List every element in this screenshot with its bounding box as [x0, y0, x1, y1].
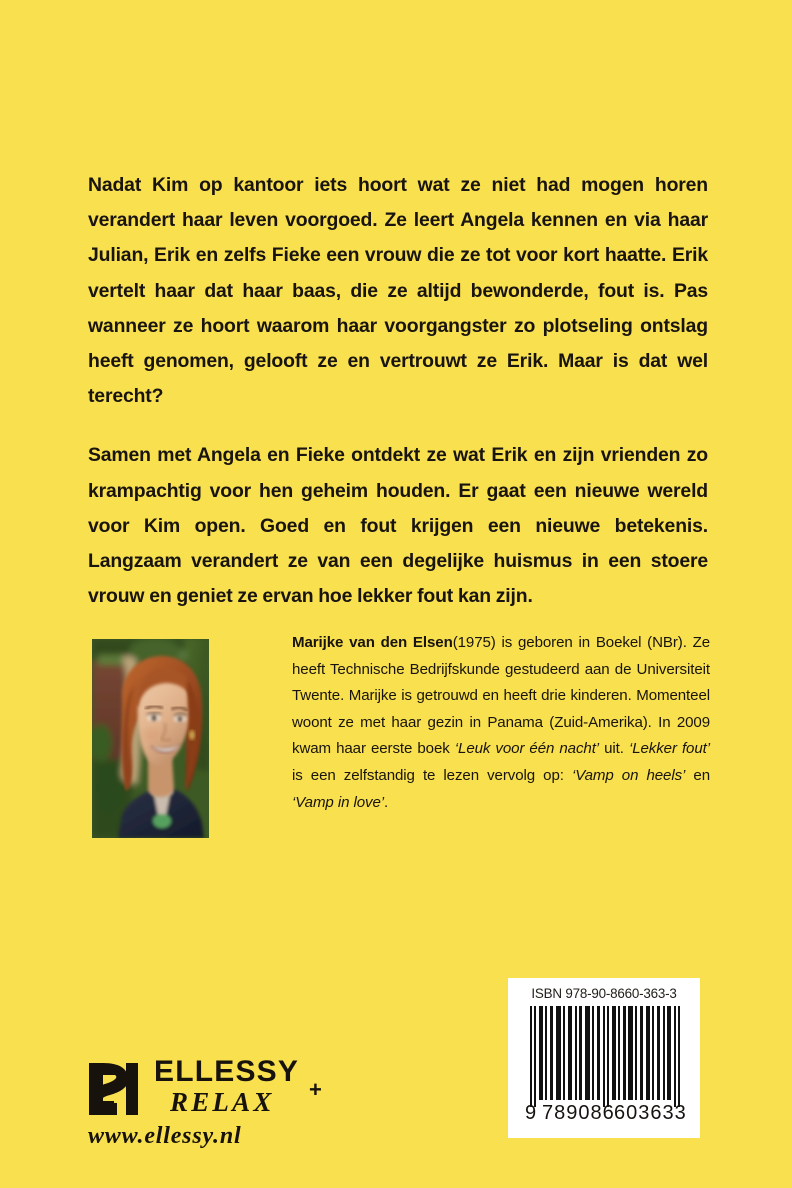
author-bio-part-4: en [685, 766, 710, 784]
barcode-right-group: 603633 [614, 1102, 687, 1124]
barcode-panel [508, 978, 700, 1138]
barcode-lead-digit: 9 [524, 1102, 538, 1124]
barcode-digits [520, 1102, 692, 1125]
blurb-paragraph-2: Samen met Angela en Fieke ontdekt ze wat Erik en zijn vrienden zo krampachtig voor hen geheim houden. Er gaat een nieuwe wereld voor Kim open. Goed en fout krijgen een nieuwe betekenis. Langzaam verandert ze van een degelijke huismus in een stoere vrouw en geniet ze ervan hoe lekker fout kan zijn. [88, 444, 708, 608]
author-birth-year: (1975) [452, 634, 496, 651]
author-photo [92, 639, 209, 838]
author-bio-part-3: is een zelfstandig te lezen vervolg op: [292, 766, 572, 784]
author-book-title-2: ‘Lekker fout’ [628, 740, 710, 758]
author-book-title-4: ‘Vamp in love’ [292, 793, 384, 811]
author-name: Marijke van den Elsen [292, 634, 453, 651]
barcode-left-group: 789086 [542, 1102, 615, 1124]
publisher-website: www.ellessy.nl [88, 1123, 242, 1149]
ellessy-monogram-icon [86, 1059, 148, 1117]
publisher-imprint: RELAX [170, 1087, 275, 1117]
publisher-plus-icon: + [309, 1077, 322, 1102]
blurb-paragraph-1: Nadat Kim op kantoor iets hoort wat ze niet had mogen horen verandert haar leven voorgoed. Ze leert Angela kennen en via haar Julian, Erik en zelfs Fieke een vrouw die ze tot voor kort haatte. Erik vertelt haar dat haar baas, die ze altijd bewonderde, fout is. Pas wanneer ze hoort waarom haar voorgangster zo plotseling ontslag heeft genomen, gelooft ze en vertrouwt ze Erik. Maar is dat wel terecht? [88, 174, 708, 408]
publisher-logo [86, 1055, 322, 1149]
author-bio-part-5: . [384, 793, 389, 811]
blurb-text-block [88, 168, 708, 614]
publisher-wordmark [154, 1057, 324, 1119]
author-bio-text [292, 630, 710, 816]
author-bio-part-2: uit. [599, 740, 629, 758]
author-bio-part-1: is geboren in Boekel (NBr). Ze heeft Technische Bedrijfskunde gestudeerd aan de Universiteit Twente. Marijke is getrouwd en heeft drie kinderen. Momenteel woont ze met haar gezin in Panama (Zuid-Amerika). In 2009 kwam haar eerste boek [292, 634, 710, 758]
isbn-label: ISBN 978-90-8660-363-3 [531, 986, 677, 1001]
publisher-name: ELLESSY [154, 1055, 300, 1088]
author-book-title-1: ‘Leuk voor één nacht’ [454, 740, 600, 758]
ean13-barcode-icon [528, 1006, 684, 1107]
author-book-title-3: ‘Vamp on heels’ [571, 766, 686, 784]
